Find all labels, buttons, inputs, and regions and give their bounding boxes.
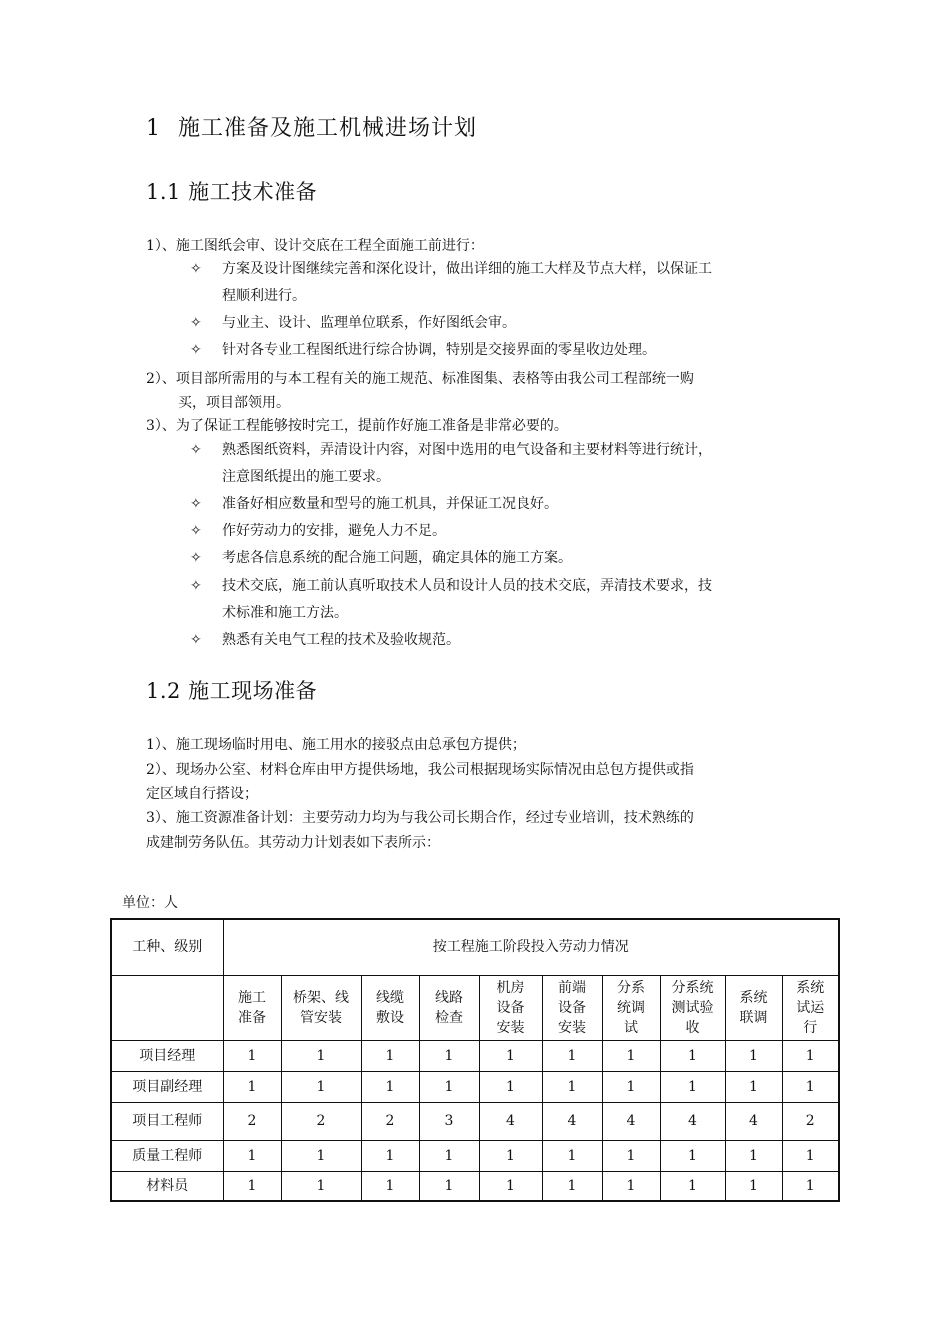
count-cell: 1 [361, 1071, 419, 1102]
section-heading-1-1: 1.1 施工技术准备 [146, 180, 318, 204]
count-cell: 1 [223, 1140, 281, 1171]
count-cell: 3 [419, 1102, 479, 1140]
table-row [111, 1102, 839, 1140]
bullet-icon: ✧ [190, 342, 202, 358]
labor-plan-table [110, 918, 840, 1202]
site-item-3-cont: 成建制劳务队伍。其劳动力计划表如下表所示： [146, 835, 440, 851]
count-cell: 1 [725, 1040, 782, 1071]
bullet-text: 作好劳动力的安排，避免人力不足。 [222, 523, 446, 539]
bullet-text: 熟悉图纸资料，弄清设计内容，对图中选用的电气设备和主要材料等进行统计， [222, 442, 712, 458]
stage-header-line: 系统 [739, 989, 768, 1006]
count-cell: 2 [361, 1102, 419, 1140]
count-cell: 1 [660, 1171, 725, 1201]
empty-header-cell [111, 975, 223, 1040]
count-cell: 1 [542, 1171, 602, 1201]
role-cell: 项目经理 [111, 1040, 223, 1071]
bullet-icon: ✧ [190, 578, 202, 594]
role-cell: 项目副经理 [111, 1071, 223, 1102]
stage-header-line: 线缆 [376, 989, 404, 1006]
bullet-text-cont: 注意图纸提出的施工要求。 [222, 469, 390, 485]
stage-span-header: 按工程施工阶段投入劳动力情况 [223, 919, 839, 975]
bullet-text: 考虑各信息系统的配合施工问题，确定具体的施工方案。 [222, 550, 572, 566]
site-item-2-cont: 定区域自行搭设； [146, 786, 258, 802]
bullet-text: 熟悉有关电气工程的技术及验收规范。 [222, 632, 460, 648]
role-cell: 材料员 [111, 1171, 223, 1201]
bullet-text: 准备好相应数量和型号的施工机具，并保证工况良好。 [222, 496, 558, 512]
bullet-text: 技术交底，施工前认真听取技术人员和设计人员的技术交底，弄清技术要求，技 [222, 578, 712, 594]
count-cell: 1 [782, 1040, 839, 1071]
count-cell: 1 [479, 1071, 542, 1102]
corner-header: 工种、级别 [111, 919, 223, 975]
count-cell: 2 [782, 1102, 839, 1140]
count-cell: 1 [419, 1071, 479, 1102]
stage-header-line: 准备 [238, 1009, 266, 1026]
stage-header-line: 分系 [617, 979, 645, 996]
count-cell: 4 [479, 1102, 542, 1140]
count-cell: 1 [223, 1071, 281, 1102]
count-cell: 1 [479, 1171, 542, 1201]
count-cell: 1 [602, 1140, 660, 1171]
count-cell: 1 [660, 1040, 725, 1071]
stage-header-line: 管安装 [300, 1009, 342, 1026]
role-cell: 质量工程师 [111, 1140, 223, 1171]
bullet-icon: ✧ [190, 496, 202, 512]
count-cell: 4 [542, 1102, 602, 1140]
stage-header-row [111, 975, 839, 1040]
count-cell: 1 [602, 1040, 660, 1071]
count-cell: 1 [281, 1071, 361, 1102]
stage-header-line: 统调 [617, 999, 645, 1016]
count-cell: 1 [542, 1071, 602, 1102]
count-cell: 1 [361, 1140, 419, 1171]
stage-header-line: 桥架、线 [293, 989, 349, 1006]
count-cell: 2 [281, 1102, 361, 1140]
count-cell: 1 [660, 1140, 725, 1171]
table-row [111, 1171, 839, 1201]
stage-header-line: 测试验 [671, 999, 714, 1016]
site-item-3: 3）、施工资源准备计划：主要劳动力均为与我公司长期合作，经过专业培训，技术熟练的 [146, 810, 694, 826]
stage-header-line: 设备 [558, 999, 586, 1016]
stage-header-line: 收 [685, 1019, 700, 1036]
stage-header-line: 机房 [496, 979, 525, 996]
stage-header-line: 施工 [238, 989, 266, 1006]
count-cell: 1 [725, 1140, 782, 1171]
count-cell: 1 [602, 1071, 660, 1102]
bullet-text-cont: 术标准和施工方法。 [222, 605, 348, 621]
page-title [146, 111, 477, 142]
stage-header-line: 安装 [496, 1019, 525, 1036]
count-cell: 1 [419, 1040, 479, 1071]
stage-header-line: 分系统 [671, 979, 714, 996]
stage-header-line: 检查 [435, 1009, 463, 1026]
stage-header-line: 试运 [796, 999, 825, 1016]
count-cell: 1 [479, 1040, 542, 1071]
unit-label: 单位：人 [122, 895, 178, 911]
bullet-text: 针对各专业工程图纸进行综合协调，特别是交接界面的零星收边处理。 [222, 342, 656, 358]
count-cell: 1 [602, 1171, 660, 1201]
item-2-cont: 买，项目部领用。 [178, 395, 290, 411]
stage-header-line: 前端 [558, 979, 586, 996]
bullet-icon: ✧ [190, 442, 202, 458]
item-2: 2）、项目部所需用的与本工程有关的施工规范、标准图集、表格等由我公司工程部统一购 [146, 371, 694, 387]
stage-header [223, 975, 281, 1040]
site-item-2: 2）、现场办公室、材料仓库由甲方提供场地，我公司根据现场实际情况由总包方提供或指 [146, 762, 694, 778]
stage-header-line: 联调 [739, 1009, 768, 1026]
title-text: 施工准备及施工机械进场计划 [178, 116, 478, 141]
count-cell: 1 [361, 1040, 419, 1071]
site-item-1: 1）、施工现场临时用电、施工用水的接驳点由总承包方提供； [146, 737, 526, 753]
table-row [111, 1140, 839, 1171]
count-cell: 1 [542, 1040, 602, 1071]
count-cell: 4 [660, 1102, 725, 1140]
table-body [111, 1040, 839, 1201]
section-heading-1-2: 1.2 施工现场准备 [146, 679, 318, 703]
count-cell: 4 [602, 1102, 660, 1140]
count-cell: 1 [782, 1140, 839, 1171]
bullet-text-cont: 程顺利进行。 [222, 288, 306, 304]
count-cell: 4 [725, 1102, 782, 1140]
count-cell: 2 [223, 1102, 281, 1140]
count-cell: 1 [725, 1171, 782, 1201]
bullet-text: 与业主、设计、监理单位联系，作好图纸会审。 [222, 315, 516, 331]
stage-header-line: 系统 [796, 979, 825, 996]
count-cell: 1 [660, 1071, 725, 1102]
count-cell: 1 [223, 1040, 281, 1071]
count-cell: 1 [725, 1071, 782, 1102]
count-cell: 1 [479, 1140, 542, 1171]
item-3: 3）、为了保证工程能够按时完工，提前作好施工准备是非常必要的。 [146, 418, 568, 434]
stage-header [419, 975, 479, 1040]
stage-header-line: 安装 [558, 1019, 586, 1036]
count-cell: 1 [782, 1071, 839, 1102]
bullet-icon: ✧ [190, 523, 202, 539]
stage-header [602, 975, 660, 1040]
stage-header [660, 975, 725, 1040]
bullet-icon: ✧ [190, 315, 202, 331]
bullet-icon: ✧ [190, 632, 202, 648]
table-row [111, 1071, 839, 1102]
stage-header [725, 975, 782, 1040]
stage-header [361, 975, 419, 1040]
bullet-icon: ✧ [190, 550, 202, 566]
stage-header [542, 975, 602, 1040]
stage-header [782, 975, 839, 1040]
stage-header [281, 975, 361, 1040]
bullet-text: 方案及设计图继续完善和深化设计，做出详细的施工大样及节点大样，以保证工 [222, 261, 712, 277]
stage-header [479, 975, 542, 1040]
stage-header-line: 设备 [496, 999, 525, 1016]
count-cell: 1 [281, 1040, 361, 1071]
role-cell: 项目工程师 [111, 1102, 223, 1140]
table-header-row [111, 919, 839, 975]
bullet-icon: ✧ [190, 261, 202, 277]
count-cell: 1 [419, 1140, 479, 1171]
count-cell: 1 [782, 1171, 839, 1201]
stage-header-line: 线路 [435, 989, 463, 1006]
stage-header-line: 敷设 [376, 1009, 404, 1026]
stage-header-line: 试 [624, 1019, 638, 1036]
count-cell: 1 [223, 1171, 281, 1201]
item-1: 1）、施工图纸会审、设计交底在工程全面施工前进行： [146, 238, 484, 254]
count-cell: 1 [281, 1171, 361, 1201]
count-cell: 1 [542, 1140, 602, 1171]
count-cell: 1 [361, 1171, 419, 1201]
title-number: 1 [146, 116, 161, 141]
table-row [111, 1040, 839, 1071]
stage-header-line: 行 [803, 1019, 818, 1036]
count-cell: 1 [281, 1140, 361, 1171]
count-cell: 1 [419, 1171, 479, 1201]
